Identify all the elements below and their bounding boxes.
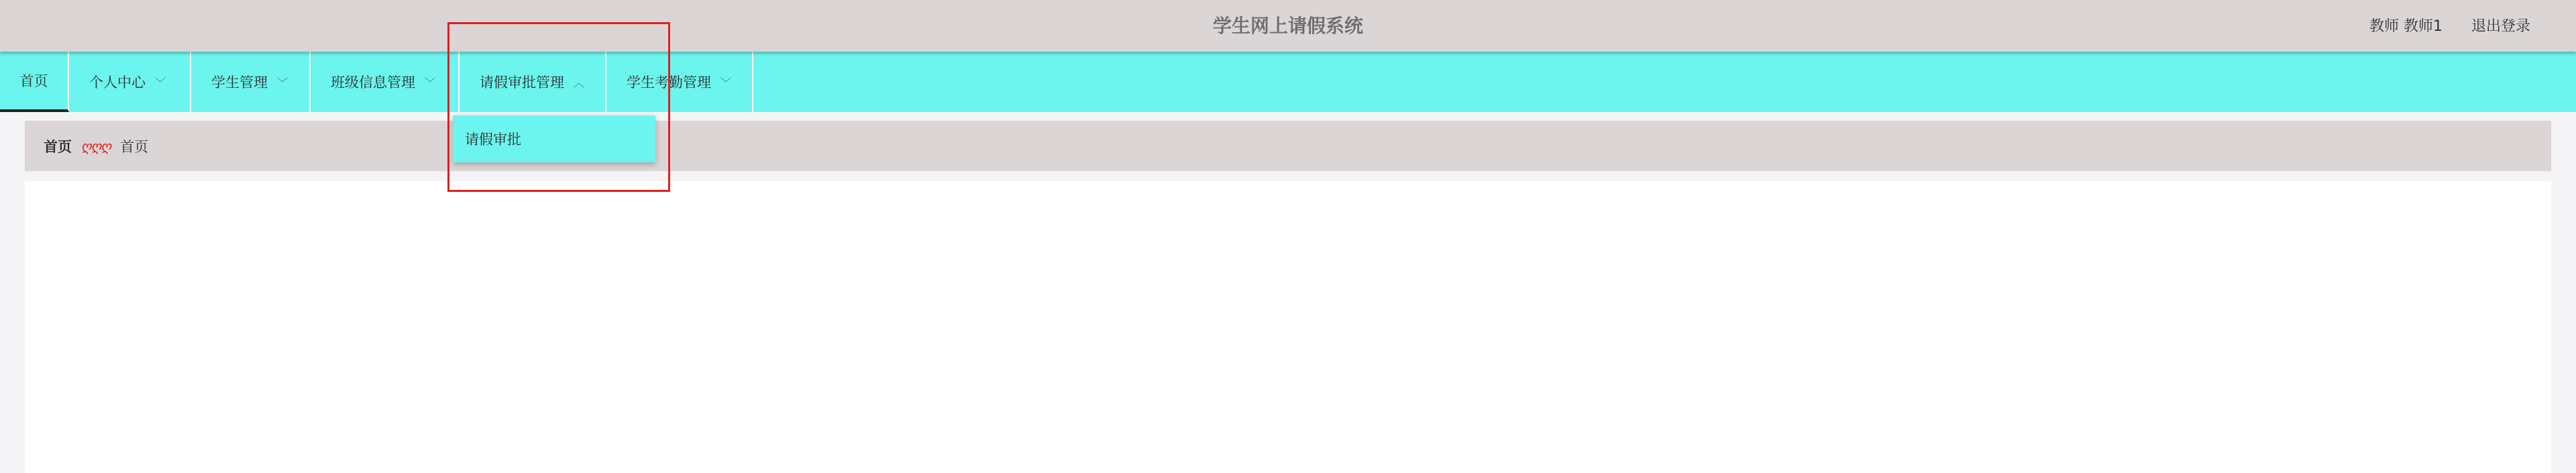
main-content	[25, 181, 2551, 473]
nav-student-management[interactable]	[191, 52, 311, 112]
logout-link[interactable]: 退出登录	[2471, 18, 2530, 35]
dropdown-menu	[453, 115, 655, 162]
nav-bar	[0, 52, 2576, 112]
nav-item-label: 请假审批管理	[480, 74, 564, 91]
breadcrumb-current: 首页	[120, 138, 149, 155]
chevron-down-icon: ﹀	[425, 76, 436, 89]
nav-item-label: 学生考勤管理	[627, 74, 711, 91]
dropdown-item-leave-approval[interactable]: 请假审批	[465, 132, 521, 148]
breadcrumb-separator: ღღღ	[81, 138, 111, 154]
nav-class-info-management[interactable]	[311, 52, 460, 112]
nav-home-label: 首页	[19, 73, 48, 89]
nav-personal-center[interactable]	[69, 52, 191, 112]
chevron-up-icon: ︿	[574, 76, 585, 89]
app-title: 学生网上请假系统	[1212, 15, 1363, 37]
nav-leave-approval-management[interactable]	[460, 52, 606, 112]
user-area	[2345, 0, 2530, 52]
breadcrumb-home[interactable]: 首页	[44, 138, 72, 155]
nav-item-label: 学生管理	[211, 74, 268, 91]
nav-attendance-management[interactable]	[606, 52, 753, 112]
breadcrumb	[25, 121, 2551, 171]
header-bar	[0, 0, 2576, 52]
chevron-down-icon: ﹀	[720, 76, 732, 89]
nav-item-label: 个人中心	[89, 74, 146, 91]
chevron-down-icon: ﹀	[277, 76, 288, 89]
user-label: 教师 教师1	[2369, 18, 2443, 35]
nav-item-label: 班级信息管理	[331, 74, 415, 91]
chevron-down-icon: ﹀	[155, 76, 166, 89]
nav-home[interactable]	[0, 52, 69, 112]
